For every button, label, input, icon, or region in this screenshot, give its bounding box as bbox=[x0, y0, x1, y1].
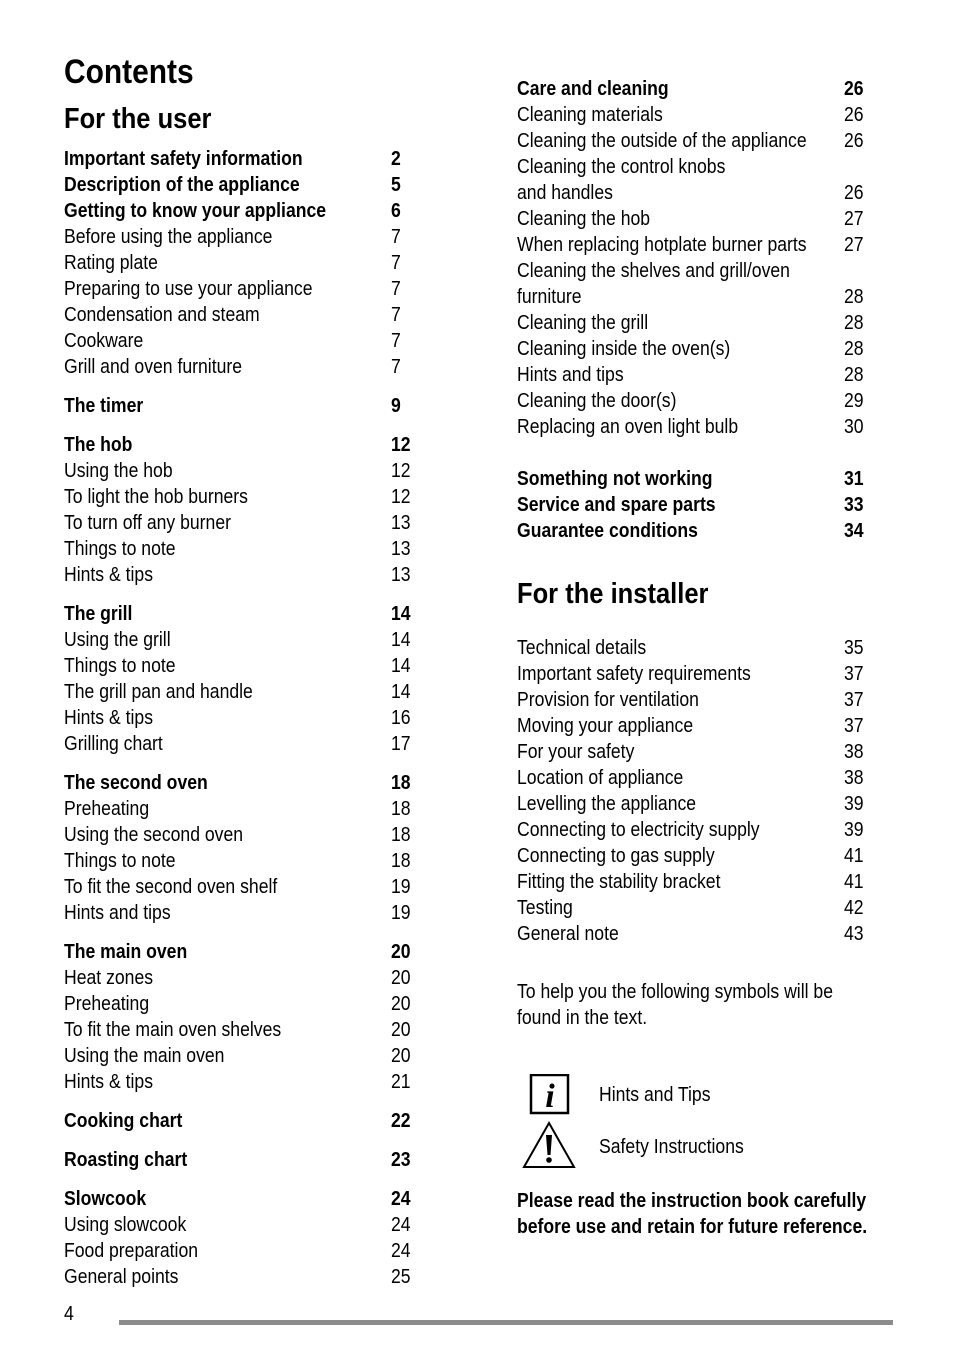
symbol-row-safety bbox=[517, 1122, 897, 1174]
toc-entry-page: 13 bbox=[391, 512, 411, 534]
info-icon bbox=[521, 1074, 573, 1121]
toc-entry-page: 37 bbox=[844, 715, 864, 737]
toc-entry bbox=[517, 284, 897, 310]
toc-section-entry bbox=[64, 1108, 414, 1134]
toc-entry-label: Important safety information bbox=[64, 148, 303, 170]
toc-entry bbox=[517, 843, 897, 869]
toc-section-entry bbox=[64, 601, 414, 627]
toc-entry-page: 26 bbox=[844, 78, 864, 100]
toc-entry-label: Hints & tips bbox=[64, 564, 154, 586]
toc-entry bbox=[517, 921, 897, 947]
toc-entry-page: 28 bbox=[844, 312, 864, 334]
toc-entry bbox=[64, 484, 414, 510]
toc-entry-page: 13 bbox=[391, 564, 411, 586]
warning-icon bbox=[521, 1120, 577, 1175]
toc-entry-page: 42 bbox=[844, 897, 864, 919]
toc-entry bbox=[64, 679, 414, 705]
symbols-intro-line: found in the text. bbox=[517, 1007, 648, 1029]
toc-entry-label: Using the second oven bbox=[64, 824, 244, 846]
toc-section-entry bbox=[517, 466, 897, 492]
toc-entry-page: 29 bbox=[844, 390, 864, 412]
toc-section-entry bbox=[517, 518, 897, 544]
toc-entry-page: 20 bbox=[391, 941, 411, 963]
toc-entry-page: 7 bbox=[391, 278, 401, 300]
group-spacer bbox=[64, 1173, 414, 1186]
toc-entry-page: 26 bbox=[844, 182, 864, 204]
toc-entry-label: Care and cleaning bbox=[517, 78, 669, 100]
toc-entry bbox=[64, 822, 414, 848]
toc-entry-page: 12 bbox=[391, 434, 411, 456]
group-spacer bbox=[64, 1134, 414, 1147]
toc-entry bbox=[517, 206, 897, 232]
toc-section-entry bbox=[517, 76, 897, 102]
group-spacer bbox=[64, 419, 414, 432]
toc-entry-label: Location of appliance bbox=[517, 767, 684, 789]
toc-entry-page: 20 bbox=[391, 993, 411, 1015]
toc-entry-label: To turn off any burner bbox=[64, 512, 231, 534]
toc-entry-page: 38 bbox=[844, 767, 864, 789]
toc-entry-page: 30 bbox=[844, 416, 864, 438]
toc-entry-label: Heat zones bbox=[64, 967, 154, 989]
toc-entry bbox=[517, 713, 897, 739]
toc-entry bbox=[64, 302, 414, 328]
toc-section-entry bbox=[64, 146, 414, 172]
toc-entry-page: 43 bbox=[844, 923, 864, 945]
symbol-row-hints bbox=[517, 1070, 897, 1122]
group-spacer bbox=[64, 926, 414, 939]
toc-entry-label: To fit the main oven shelves bbox=[64, 1019, 282, 1041]
toc-entry bbox=[64, 250, 414, 276]
toc-entry-label: The main oven bbox=[64, 941, 188, 963]
toc-entry-page: 20 bbox=[391, 1019, 411, 1041]
symbols-intro-line: To help you the following symbols will be bbox=[517, 981, 833, 1003]
toc-entry-label: and handles bbox=[517, 182, 613, 204]
toc-entry-page: 34 bbox=[844, 520, 864, 542]
toc-entry bbox=[64, 627, 414, 653]
user-toc-list bbox=[64, 146, 414, 1290]
group-spacer bbox=[64, 757, 414, 770]
toc-entry-label: Condensation and steam bbox=[64, 304, 260, 326]
closing-note-line: before use and retain for future reference. bbox=[517, 1216, 868, 1238]
toc-entry-page: 14 bbox=[391, 655, 411, 677]
toc-entry-page: 17 bbox=[391, 733, 411, 755]
toc-entry bbox=[517, 817, 897, 843]
toc-entry-page: 7 bbox=[391, 252, 401, 274]
toc-entry-label: Cleaning the hob bbox=[517, 208, 651, 230]
toc-entry-page: 26 bbox=[844, 104, 864, 126]
toc-entry-label: Connecting to gas supply bbox=[517, 845, 715, 867]
toc-entry bbox=[64, 562, 414, 588]
toc-entry-page: 24 bbox=[391, 1214, 411, 1236]
toc-entry-page: 39 bbox=[844, 819, 864, 841]
toc-section-entry bbox=[64, 770, 414, 796]
toc-entry-label: Hints & tips bbox=[64, 1071, 154, 1093]
toc-entry-page: 18 bbox=[391, 850, 411, 872]
symbol-legend bbox=[517, 1070, 897, 1174]
toc-entry bbox=[517, 362, 897, 388]
toc-entry-label: General points bbox=[64, 1266, 179, 1288]
toc-entry-page: 7 bbox=[391, 356, 401, 378]
toc-entry-page: 19 bbox=[391, 876, 411, 898]
toc-entry bbox=[517, 336, 897, 362]
toc-entry-label: Using the hob bbox=[64, 460, 173, 482]
toc-section-entry bbox=[64, 939, 414, 965]
toc-entry-label: Things to note bbox=[64, 538, 176, 560]
toc-entry-label: Slowcook bbox=[64, 1188, 147, 1210]
toc-entry bbox=[64, 653, 414, 679]
toc-entry-page: 7 bbox=[391, 226, 401, 248]
toc-entry-label: Hints and tips bbox=[517, 364, 624, 386]
toc-entry bbox=[64, 1043, 414, 1069]
toc-entry bbox=[64, 731, 414, 757]
toc-entry-page: 2 bbox=[391, 148, 401, 170]
toc-entry bbox=[517, 154, 897, 180]
toc-entry-page: 9 bbox=[391, 395, 401, 417]
toc-section-entry bbox=[517, 492, 897, 518]
toc-entry-label: When replacing hotplate burner parts bbox=[517, 234, 807, 256]
toc-entry-label: Provision for ventilation bbox=[517, 689, 699, 711]
toc-entry-page: 13 bbox=[391, 538, 411, 560]
toc-entry-label: The grill bbox=[64, 603, 133, 625]
toc-entry-page: 28 bbox=[844, 338, 864, 360]
symbol-label: Safety Instructions bbox=[599, 1136, 744, 1158]
symbols-intro bbox=[517, 979, 897, 1031]
toc-entry bbox=[64, 1264, 414, 1290]
toc-entry-label: Grilling chart bbox=[64, 733, 163, 755]
toc-section-entry bbox=[64, 1147, 414, 1173]
toc-section-entry bbox=[64, 393, 414, 419]
toc-entry bbox=[64, 796, 414, 822]
user-section-heading: For the user bbox=[64, 103, 212, 135]
toc-entry-label: Cleaning the door(s) bbox=[517, 390, 677, 412]
toc-entry bbox=[517, 102, 897, 128]
toc-entry-page: 21 bbox=[391, 1071, 411, 1093]
toc-entry-page: 41 bbox=[844, 845, 864, 867]
toc-entry-label: Testing bbox=[517, 897, 573, 919]
toc-entry-page: 12 bbox=[391, 486, 411, 508]
toc-entry-label: Fitting the stability bracket bbox=[517, 871, 721, 893]
toc-entry bbox=[64, 965, 414, 991]
toc-entry-label: For your safety bbox=[517, 741, 635, 763]
toc-entry bbox=[517, 180, 897, 206]
toc-entry-label: Getting to know your appliance bbox=[64, 200, 327, 222]
page-number: 4 bbox=[64, 1303, 74, 1325]
toc-entry bbox=[64, 1238, 414, 1264]
toc-entry-page: 18 bbox=[391, 772, 411, 794]
toc-entry-page: 37 bbox=[844, 663, 864, 685]
toc-entry-page: 18 bbox=[391, 798, 411, 820]
toc-entry-page: 26 bbox=[844, 130, 864, 152]
toc-entry bbox=[517, 687, 897, 713]
toc-entry bbox=[517, 635, 897, 661]
toc-entry bbox=[64, 1017, 414, 1043]
toc-entry-page: 14 bbox=[391, 629, 411, 651]
toc-entry-label: Moving your appliance bbox=[517, 715, 694, 737]
toc-entry-label: Cleaning inside the oven(s) bbox=[517, 338, 731, 360]
toc-section-entry bbox=[64, 432, 414, 458]
closing-note bbox=[517, 1188, 897, 1240]
toc-entry bbox=[517, 388, 897, 414]
toc-entry bbox=[517, 869, 897, 895]
toc-entry-page: 41 bbox=[844, 871, 864, 893]
toc-entry bbox=[64, 1069, 414, 1095]
toc-entry-label: Things to note bbox=[64, 850, 176, 872]
toc-entry-label: Something not working bbox=[517, 468, 713, 490]
toc-entry bbox=[517, 661, 897, 687]
symbol-label: Hints and Tips bbox=[599, 1084, 711, 1106]
toc-entry-label: To light the hob burners bbox=[64, 486, 248, 508]
toc-entry-page: 39 bbox=[844, 793, 864, 815]
toc-entry-label: Roasting chart bbox=[64, 1149, 188, 1171]
toc-entry bbox=[517, 791, 897, 817]
toc-entry-label: Hints & tips bbox=[64, 707, 154, 729]
toc-entry-page: 18 bbox=[391, 824, 411, 846]
toc-entry-page: 7 bbox=[391, 304, 401, 326]
toc-entry bbox=[64, 705, 414, 731]
installer-toc-list bbox=[517, 635, 897, 947]
toc-entry-label: The hob bbox=[64, 434, 133, 456]
toc-entry-page: 19 bbox=[391, 902, 411, 924]
toc-entry-label: Preparing to use your appliance bbox=[64, 278, 313, 300]
toc-entry-label: Levelling the appliance bbox=[517, 793, 697, 815]
toc-entry-label: Important safety requirements bbox=[517, 663, 751, 685]
toc-entry-label: Connecting to electricity supply bbox=[517, 819, 760, 841]
closing-note-line: Please read the instruction book carefully bbox=[517, 1190, 867, 1212]
toc-entry-page: 20 bbox=[391, 1045, 411, 1067]
toc-entry bbox=[64, 276, 414, 302]
toc-entry-page: 24 bbox=[391, 1240, 411, 1262]
toc-entry-page: 22 bbox=[391, 1110, 411, 1132]
toc-entry-label: Guarantee conditions bbox=[517, 520, 698, 542]
toc-entry bbox=[64, 354, 414, 380]
group-spacer bbox=[64, 1095, 414, 1108]
left-column bbox=[64, 52, 414, 1290]
toc-entry-page: 14 bbox=[391, 603, 411, 625]
toc-entry-page: 16 bbox=[391, 707, 411, 729]
toc-entry-label: Rating plate bbox=[64, 252, 158, 274]
toc-entry-label: Description of the appliance bbox=[64, 174, 300, 196]
toc-entry-label: Grill and oven furniture bbox=[64, 356, 243, 378]
toc-entry-label: Using the main oven bbox=[64, 1045, 225, 1067]
toc-entry bbox=[64, 224, 414, 250]
toc-entry-label: Before using the appliance bbox=[64, 226, 273, 248]
toc-entry-label: Using slowcook bbox=[64, 1214, 187, 1236]
right-column bbox=[517, 76, 897, 1240]
toc-entry-label: General note bbox=[517, 923, 619, 945]
toc-entry bbox=[517, 895, 897, 921]
toc-entry bbox=[64, 510, 414, 536]
toc-entry-label: The grill pan and handle bbox=[64, 681, 253, 703]
toc-entry-label: Service and spare parts bbox=[517, 494, 716, 516]
toc-entry-page: 35 bbox=[844, 637, 864, 659]
toc-entry bbox=[517, 128, 897, 154]
footer-rule bbox=[119, 1320, 893, 1325]
toc-entry-label: Things to note bbox=[64, 655, 176, 677]
toc-entry-label: The second oven bbox=[64, 772, 208, 794]
toc-entry-page: 14 bbox=[391, 681, 411, 703]
toc-entry-label: Hints and tips bbox=[64, 902, 171, 924]
toc-entry-page: 20 bbox=[391, 967, 411, 989]
toc-entry bbox=[64, 536, 414, 562]
toc-entry-label: Cookware bbox=[64, 330, 144, 352]
toc-entry-label: Using the grill bbox=[64, 629, 171, 651]
toc-entry bbox=[64, 900, 414, 926]
toc-entry-page: 27 bbox=[844, 208, 864, 230]
group-spacer bbox=[517, 440, 897, 466]
toc-entry bbox=[517, 765, 897, 791]
toc-entry bbox=[517, 739, 897, 765]
toc-entry-page: 23 bbox=[391, 1149, 411, 1171]
toc-entry-label: Cleaning the shelves and grill/oven bbox=[517, 260, 790, 282]
toc-entry bbox=[64, 1212, 414, 1238]
toc-entry-page: 24 bbox=[391, 1188, 411, 1210]
toc-entry-label: Cleaning materials bbox=[517, 104, 663, 126]
page-title: Contents bbox=[64, 53, 194, 91]
toc-section-entry bbox=[64, 1186, 414, 1212]
toc-entry bbox=[517, 232, 897, 258]
svg-text:i: i bbox=[545, 1078, 555, 1115]
toc-entry-page: 7 bbox=[391, 330, 401, 352]
installer-section-heading: For the installer bbox=[517, 578, 709, 610]
toc-entry-label: Preheating bbox=[64, 798, 150, 820]
toc-entry-label: Technical details bbox=[517, 637, 647, 659]
toc-entry-page: 12 bbox=[391, 460, 411, 482]
toc-section-entry bbox=[64, 198, 414, 224]
toc-entry-label: Food preparation bbox=[64, 1240, 199, 1262]
group-spacer bbox=[64, 588, 414, 601]
toc-entry-page: 33 bbox=[844, 494, 864, 516]
toc-entry-label: Cleaning the outside of the appliance bbox=[517, 130, 807, 152]
toc-entry-page: 5 bbox=[391, 174, 401, 196]
toc-entry bbox=[517, 258, 897, 284]
toc-entry bbox=[64, 328, 414, 354]
toc-entry-label: The timer bbox=[64, 395, 144, 417]
toc-entry-label: Preheating bbox=[64, 993, 150, 1015]
toc-section-entry bbox=[64, 172, 414, 198]
toc-entry-page: 6 bbox=[391, 200, 401, 222]
toc-entry bbox=[64, 874, 414, 900]
toc-entry-label: Replacing an oven light bulb bbox=[517, 416, 739, 438]
toc-entry bbox=[64, 991, 414, 1017]
toc-entry-label: To fit the second oven shelf bbox=[64, 876, 278, 898]
toc-entry bbox=[517, 414, 897, 440]
toc-entry-label: furniture bbox=[517, 286, 582, 308]
toc-entry-label: Cooking chart bbox=[64, 1110, 183, 1132]
toc-entry-page: 25 bbox=[391, 1266, 411, 1288]
toc-entry-page: 27 bbox=[844, 234, 864, 256]
toc-entry-page: 38 bbox=[844, 741, 864, 763]
toc-entry-label: Cleaning the control knobs bbox=[517, 156, 726, 178]
toc-entry-label: Cleaning the grill bbox=[517, 312, 649, 334]
toc-entry-page: 31 bbox=[844, 468, 864, 490]
group-spacer bbox=[64, 380, 414, 393]
toc-entry-page: 28 bbox=[844, 364, 864, 386]
toc-entry bbox=[64, 458, 414, 484]
toc-entry bbox=[517, 310, 897, 336]
toc-entry-page: 37 bbox=[844, 689, 864, 711]
toc-entry bbox=[64, 848, 414, 874]
toc-entry-page: 28 bbox=[844, 286, 864, 308]
care-toc-list bbox=[517, 76, 897, 544]
